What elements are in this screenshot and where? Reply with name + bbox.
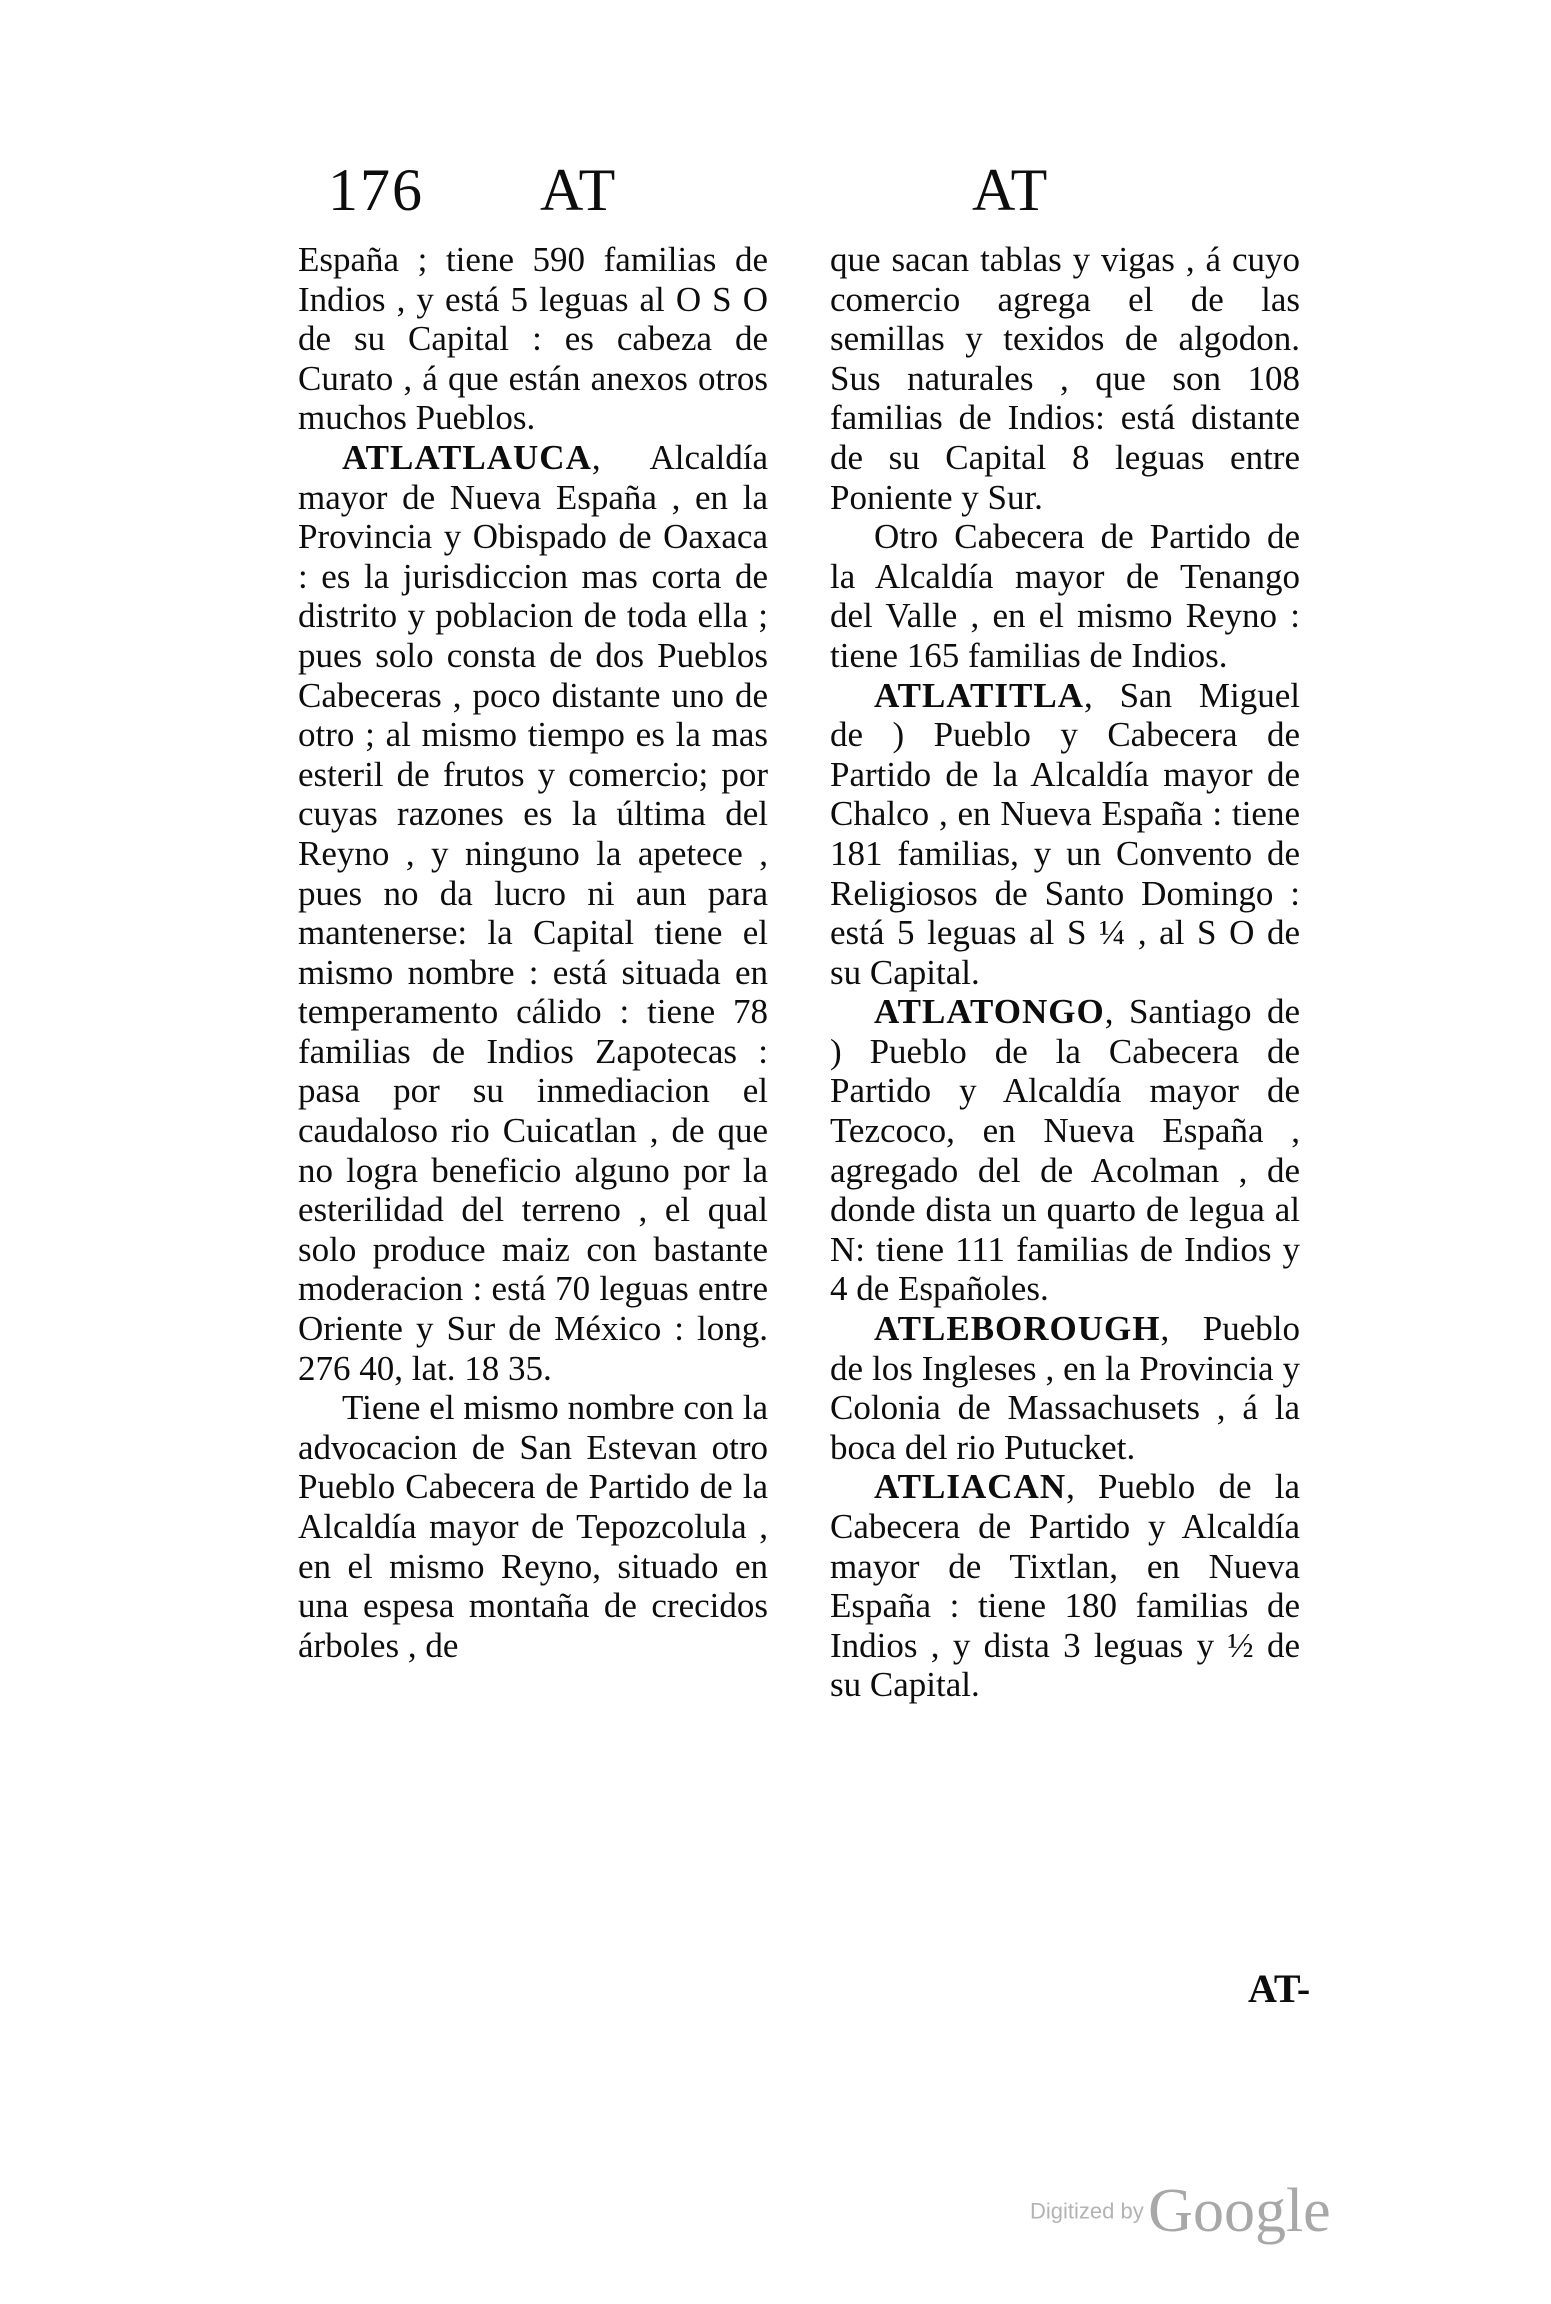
watermark-prefix: Digitized by	[1030, 2198, 1144, 2224]
entry-otro-cabecera: Otro Cabecera de Partido de la Alcaldía mayor de Tenango del Valle , en el mismo Reyno : tiene 165 familias de Indios.	[830, 517, 1300, 675]
entry-text: , Pueblo de los Ingleses , en la Provincia y Colonia de Massachusets , á la boca del rio Putucket.	[830, 1309, 1300, 1467]
entry-headword: ATLEBOROUGH	[874, 1309, 1161, 1349]
entry-continuation: que sacan tablas y vigas , á cuyo comercio agrega el de las semillas y texidos de algodon. Sus naturales , que son 108 familias de Indios: está distante de su Capital 8 leguas entre Poniente y Sur.	[830, 240, 1300, 517]
entry-atliacan	[830, 1467, 1300, 1705]
entry-atlatlauca	[298, 438, 768, 1388]
entry-text: , Alcaldía mayor de Nueva España , en la Provincia y Obispado de Oaxaca : es la jurisdiccion mas corta de distrito y poblacion de toda ella ; pues solo consta de dos Pueblos Cabeceras , poco distante uno de otro ; al mismo tiempo es la mas esteril de frutos y comercio; por cuyas razones es la última del Reyno , y ninguno la apetece , pues no da lucro ni aun para mantenerse: la Capital tiene el mismo nombre : está situada en temperamento cálido : tiene 78 familias de Indios Zapotecas : pasa por su inmediacion el caudaloso rio Cuicatlan , de que no logra beneficio alguno por la esterilidad del terreno , el qual solo produce maiz con bastante moderacion : está 70 leguas entre Oriente y Sur de México : long. 276 40, lat. 18 35.	[298, 437, 768, 1388]
entry-atlatongo	[830, 992, 1300, 1309]
entry-continuation: España ; tiene 590 familias de Indios , y está 5 leguas al O S O de su Capital : es cabeza de Curato , á que están anexos otros muchos Pueblos.	[298, 240, 768, 438]
right-column	[830, 240, 1300, 1705]
right-running-head: AT	[972, 157, 1050, 223]
digitization-watermark	[1030, 2176, 1331, 2256]
entry-san-estevan: Tiene el mismo nombre con la advocacion de San Estevan otro Pueblo Cabecera de Partido de la Alcaldía mayor de Tepozcolula , en el mismo Reyno, situado en una espesa montaña de crecidos árboles , de	[298, 1388, 768, 1665]
entry-headword: ATLATLAUCA	[342, 437, 592, 477]
entry-headword: ATLIACAN	[874, 1467, 1067, 1507]
left-running-head: AT	[540, 157, 618, 223]
entry-atleborough	[830, 1309, 1300, 1467]
entry-text: , Santiago de ) Pueblo de la Cabecera de Partido y Alcaldía mayor de Tezcoco, en Nueva España , agregado del de Acolman , de donde dista un quarto de legua al N: tiene 111 familias de Indios y 4 de Españoles.	[830, 992, 1300, 1309]
entry-headword: ATLATITLA	[874, 675, 1084, 715]
entry-atlatitla	[830, 676, 1300, 993]
entry-text: , San Miguel de ) Pueblo y Cabecera de Partido de la Alcaldía mayor de Chalco , en Nueva España : tiene 181 familias, y un Convento de Religiosos de Santo Domingo : está 5 leguas al S ¼ , al S O de su Capital.	[830, 675, 1300, 992]
entry-headword: ATLATONGO	[874, 992, 1105, 1032]
page-number: 176	[328, 157, 424, 223]
entry-text: , Pueblo de la Cabecera de Partido y Alcaldía mayor de Tixtlan, en Nueva España : tiene 180 familias de Indios , y dista 3 leguas y ½ de su Capital.	[830, 1467, 1300, 1705]
google-logo: Google	[1148, 2177, 1331, 2245]
catchword: AT-	[1248, 1966, 1311, 2011]
left-column	[298, 240, 768, 1665]
